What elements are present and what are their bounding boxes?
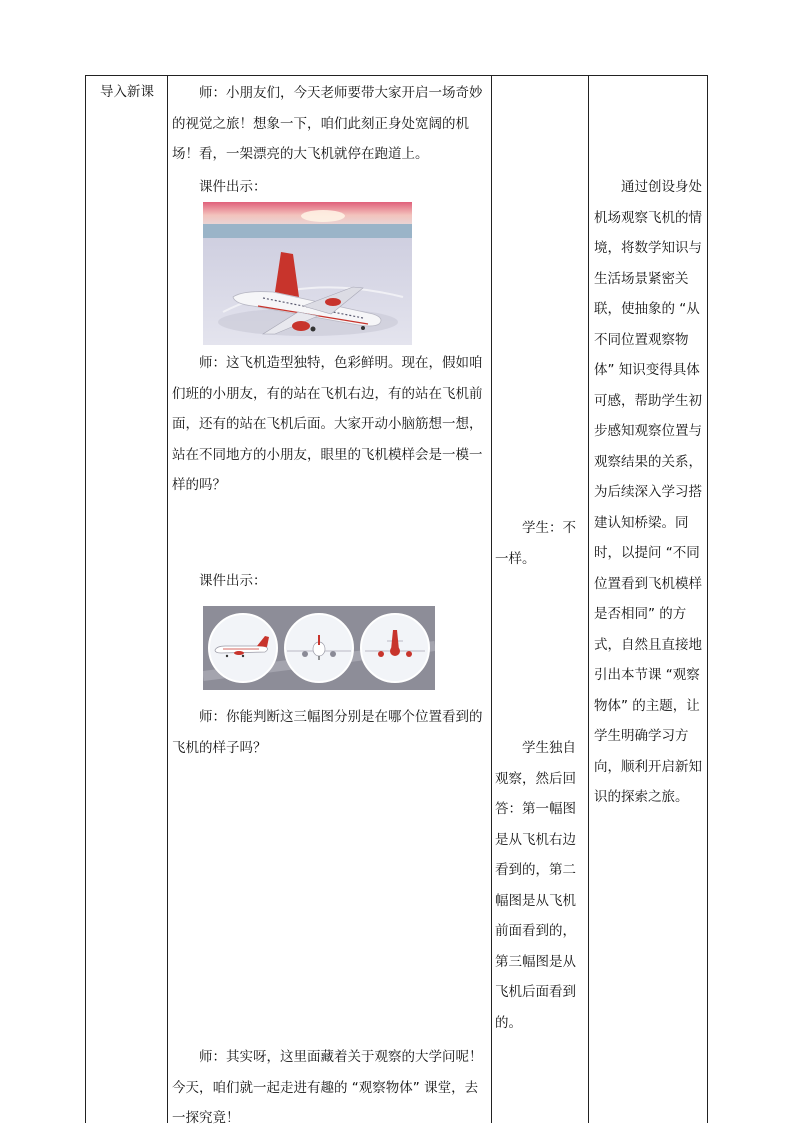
student-response-1-cell	[495, 513, 585, 574]
teacher-para-4-cell	[172, 1042, 486, 1134]
table-divider-2	[491, 75, 492, 1123]
airplane-on-runway-image	[203, 202, 412, 345]
teacher-para-2-cell	[172, 348, 486, 501]
courseware-label-2-cell	[172, 566, 486, 597]
design-intent-cell	[594, 172, 702, 813]
courseware-label-1: 课件出示：	[199, 179, 267, 195]
student-response-2: 学生独自观察，然后回答：第一幅图是从飞机右边看到的，第二幅图是从飞机前面看到的，第三幅图是从飞机后面看到的。	[495, 740, 576, 1031]
table-divider-1	[167, 75, 168, 1123]
teacher-para-3: 师：你能判断这三幅图分别是在哪个位置看到的飞机的样子吗？	[172, 709, 483, 756]
table-divider-3	[588, 75, 589, 1123]
student-response-2-cell	[495, 733, 585, 1038]
airport-photo	[203, 202, 412, 345]
teacher-para-1-cell	[172, 78, 486, 170]
teacher-para-4: 师：其实呀，这里面藏着关于观察的大学问呢！今天，咱们就一起走进有趣的 “观察物体” 课堂，去一探究竟！	[172, 1049, 483, 1126]
teacher-para-3-cell	[172, 702, 486, 763]
table-border-right	[707, 75, 708, 1123]
table-border-left	[85, 75, 86, 1123]
three-views-panel	[203, 606, 435, 690]
teacher-para-1: 师：小朋友们，今天老师要带大家开启一场奇妙的视觉之旅！想象一下，咱们此刻正身处宽阔的机场！看，一架漂亮的大飞机就停在跑道上。	[172, 85, 483, 162]
courseware-label-2: 课件出示：	[199, 573, 267, 589]
courseware-label-1-cell	[172, 172, 486, 203]
three-airplane-views-image	[203, 606, 435, 690]
teacher-para-2: 师：这飞机造型独特，色彩鲜明。现在，假如咱们班的小朋友，有的站在飞机右边，有的站在飞机前面，还有的站在飞机后面。大家开动小脑筋想一想，站在不同地方的小朋友，眼里的飞机模样会是一模一样的吗？	[172, 355, 483, 493]
student-response-1: 学生：不一样。	[495, 520, 576, 567]
design-intent: 通过创设身处机场观察飞机的情境，将数学知识与生活场景紧密关联，使抽象的 “从不同位置观察物体” 知识变得具体可感，帮助学生初步感知观察位置与观察结果的关系，为后续深入学习搭建认知桥梁。同时，以提问 “不同位置看到飞机模样是否相同” 的方式，自然且直接地引出本节课 “观察物体” 的主题，让学生明确学习方向，顺利开启新知识的探索之旅。	[594, 179, 702, 805]
stage-label: 导入新课	[100, 84, 154, 100]
